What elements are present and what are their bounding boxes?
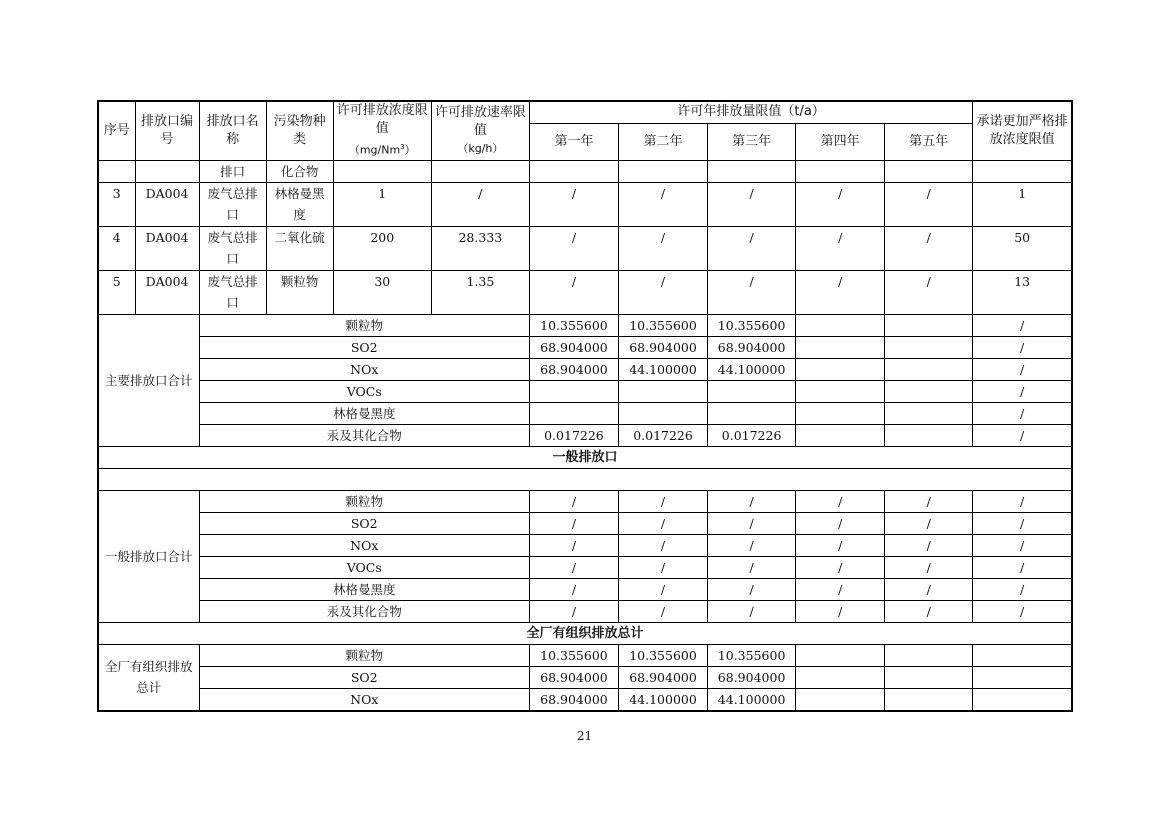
plant-section-title: 全厂有组织排放总计 [98,622,1072,644]
cell-year-1: / [529,182,618,226]
main-total-row [98,314,1072,336]
header-pollutant: 污染物种类 [266,101,333,160]
cell-year-4 [796,314,885,336]
cell-year-3: 68.904000 [708,336,796,358]
cell-stricter-limit: / [973,380,1072,402]
cell-outlet-code: DA004 [135,226,199,270]
cell-year-5: / [885,534,973,556]
cell-year-5 [885,358,973,380]
cell-year-2: / [618,556,707,578]
header-outlet-name: 排放口名称 [199,101,266,160]
cell-stricter-limit: / [973,314,1072,336]
cell-year-1: / [529,578,618,600]
cell-stricter-limit: 50 [973,226,1072,270]
cell-year-3: / [708,490,796,512]
cell-year-5 [885,380,973,402]
cell-year-2: 68.904000 [618,666,707,688]
cell-year-1: / [529,270,618,314]
cell-stricter-limit: / [973,424,1072,446]
general-total-row [98,600,1072,622]
cell-year-1: / [529,534,618,556]
cell-year-1: 68.904000 [529,666,618,688]
cell-conc-limit: 200 [333,226,431,270]
header-conc-limit-label: 许可排放浓度限值 [336,103,428,136]
plant-section [98,622,1072,644]
cell-year-2: 0.017226 [618,424,707,446]
cell-year-1 [529,402,618,424]
plant-total-row [98,688,1072,711]
cell-stricter-limit: / [973,402,1072,424]
cell-pollutant: 林格曼黑度 [199,578,529,600]
cell-empty [618,160,707,182]
header-year-1: 第一年 [529,123,618,160]
cell-year-4: / [796,226,885,270]
cell-year-4 [796,380,885,402]
cell-stricter-limit: / [973,534,1072,556]
cell-year-5: / [885,270,973,314]
cell-year-4 [796,644,885,666]
cell-stricter-limit: / [973,512,1072,534]
cell-outlet-name: 排口 [199,160,266,182]
main-total-row [98,424,1072,446]
cell-empty [708,160,796,182]
cell-year-3: 44.100000 [708,358,796,380]
header-year-4: 第四年 [796,123,885,160]
plant-total-label: 全厂有组织排放总计 [98,644,199,711]
cell-pollutant: SO2 [199,512,529,534]
cell-stricter-limit [973,688,1072,711]
continuation-row [98,160,1072,182]
cell-year-3: / [708,578,796,600]
plant-total-row [98,666,1072,688]
header-row-1 [98,101,1072,123]
general-total-row [98,578,1072,600]
cell-stricter-limit: 13 [973,270,1072,314]
header-year-5: 第五年 [885,123,973,160]
cell-year-2: 10.355600 [618,314,707,336]
cell-outlet-name: 废气总排口 [199,270,266,314]
cell-year-1: / [529,556,618,578]
cell-year-3: / [708,182,796,226]
main-total-row [98,358,1072,380]
cell-rate-limit: 1.35 [431,270,529,314]
general-total-row [98,490,1072,512]
cell-empty [135,160,199,182]
cell-seq: 5 [98,270,135,314]
plant-total-row [98,644,1072,666]
cell-stricter-limit: / [973,490,1072,512]
cell-year-2: / [618,600,707,622]
main-total-row [98,380,1072,402]
cell-year-3: 44.100000 [708,688,796,711]
cell-year-3 [708,380,796,402]
cell-year-4: / [796,182,885,226]
header-stricter-limit: 承诺更加严格排放浓度限值 [973,101,1072,160]
cell-year-3: 10.355600 [708,644,796,666]
cell-pollutant: 二氧化硫 [266,226,333,270]
cell-stricter-limit [973,644,1072,666]
cell-year-5 [885,688,973,711]
cell-pollutant: 汞及其化合物 [199,600,529,622]
general-total-label: 一般排放口合计 [98,490,199,622]
cell-year-4 [796,666,885,688]
cell-seq: 3 [98,182,135,226]
cell-year-4: / [796,600,885,622]
cell-year-4: / [796,534,885,556]
cell-year-5: / [885,226,973,270]
cell-rate-limit: 28.333 [431,226,529,270]
cell-pollutant: NOx [199,688,529,711]
cell-seq: 4 [98,226,135,270]
cell-year-1: 68.904000 [529,358,618,380]
cell-year-3: / [708,512,796,534]
cell-year-2: / [618,490,707,512]
cell-year-4: / [796,270,885,314]
cell-year-2 [618,402,707,424]
header-conc-limit [333,101,431,160]
cell-year-3: 0.017226 [708,424,796,446]
cell-pollutant: 颗粒物 [199,314,529,336]
cell-year-4: / [796,578,885,600]
cell-year-2: / [618,270,707,314]
cell-rate-limit: / [431,182,529,226]
table-row [98,226,1072,270]
cell-year-3 [708,402,796,424]
cell-empty [796,160,885,182]
cell-year-5 [885,424,973,446]
page-number: 21 [576,729,593,743]
cell-stricter-limit [973,666,1072,688]
cell-conc-limit: 30 [333,270,431,314]
emission-limit-table [97,100,1073,712]
cell-year-4 [796,424,885,446]
cell-stricter-limit: 1 [973,182,1072,226]
main-total-row [98,402,1072,424]
cell-empty [98,468,1072,490]
cell-year-4 [796,336,885,358]
table-row [98,270,1072,314]
cell-year-1: / [529,600,618,622]
cell-year-1: 68.904000 [529,688,618,711]
cell-empty [98,160,135,182]
cell-year-5: / [885,600,973,622]
cell-year-3: 10.355600 [708,314,796,336]
header-rate-unit: （kg/h） [457,141,504,155]
general-total-row [98,512,1072,534]
cell-outlet-code: DA004 [135,182,199,226]
cell-pollutant: 林格曼黑度 [266,182,333,226]
header-rate-limit [431,101,529,160]
cell-empty [973,160,1072,182]
cell-pollutant: 颗粒物 [199,644,529,666]
general-section [98,446,1072,468]
cell-empty [431,160,529,182]
cell-year-3: 68.904000 [708,666,796,688]
cell-year-2: / [618,534,707,556]
cell-year-5 [885,666,973,688]
cell-conc-limit: 1 [333,182,431,226]
cell-pollutant: 林格曼黑度 [199,402,529,424]
cell-year-1 [529,380,618,402]
cell-year-1: 10.355600 [529,644,618,666]
cell-stricter-limit: / [973,578,1072,600]
cell-year-4 [796,402,885,424]
header-rate-limit-label: 许可排放速率限值 [434,104,526,138]
header-conc-unit: （mg/Nm$^3$） [348,143,416,157]
header-outlet-code: 排放口编号 [135,101,199,160]
header-seq: 序号 [98,101,135,160]
main-total-label: 主要排放口合计 [98,314,199,446]
cell-year-5: / [885,490,973,512]
cell-year-5: / [885,512,973,534]
general-total-row [98,556,1072,578]
cell-year-3: / [708,600,796,622]
cell-pollutant: SO2 [199,336,529,358]
cell-year-4: / [796,490,885,512]
cell-stricter-limit: / [973,336,1072,358]
cell-pollutant: VOCs [199,380,529,402]
cell-year-2 [618,380,707,402]
cell-pollutant: VOCs [199,556,529,578]
cell-year-1: 0.017226 [529,424,618,446]
cell-year-3: / [708,534,796,556]
cell-pollutant: 颗粒物 [199,490,529,512]
cell-year-4 [796,358,885,380]
cell-empty [333,160,431,182]
cell-outlet-name: 废气总排口 [199,226,266,270]
cell-empty [885,160,973,182]
header-year-3: 第三年 [708,123,796,160]
cell-year-1: 10.355600 [529,314,618,336]
cell-empty [529,160,618,182]
cell-pollutant: 化合物 [266,160,333,182]
main-total-row [98,336,1072,358]
cell-year-3: / [708,556,796,578]
cell-year-2: 10.355600 [618,644,707,666]
cell-year-5 [885,402,973,424]
cell-stricter-limit: / [973,358,1072,380]
cell-year-2: / [618,512,707,534]
cell-outlet-name: 废气总排口 [199,182,266,226]
cell-pollutant: 颗粒物 [266,270,333,314]
cell-stricter-limit: / [973,556,1072,578]
cell-year-2: / [618,578,707,600]
cell-year-5 [885,336,973,358]
cell-year-3: / [708,270,796,314]
cell-year-4 [796,688,885,711]
general-blank-row [98,468,1072,490]
cell-year-5: / [885,556,973,578]
cell-year-2: / [618,226,707,270]
cell-year-2: 44.100000 [618,358,707,380]
cell-pollutant: NOx [199,358,529,380]
cell-year-5: / [885,578,973,600]
cell-pollutant: NOx [199,534,529,556]
cell-year-4: / [796,512,885,534]
header-year-2: 第二年 [618,123,707,160]
cell-year-1: / [529,490,618,512]
cell-year-1: / [529,226,618,270]
general-total-row [98,534,1072,556]
header-annual-limit: 许可年排放量限值（t/a） [529,101,972,123]
cell-year-4: / [796,556,885,578]
cell-outlet-code: DA004 [135,270,199,314]
cell-year-1: / [529,512,618,534]
cell-year-5 [885,644,973,666]
table-row [98,182,1072,226]
cell-year-2: 44.100000 [618,688,707,711]
general-section-title: 一般排放口 [98,446,1072,468]
cell-year-3: / [708,226,796,270]
cell-year-5: / [885,182,973,226]
cell-pollutant: 汞及其化合物 [199,424,529,446]
cell-pollutant: SO2 [199,666,529,688]
cell-year-2: 68.904000 [618,336,707,358]
cell-year-2: / [618,182,707,226]
cell-year-1: 68.904000 [529,336,618,358]
cell-year-5 [885,314,973,336]
cell-stricter-limit: / [973,600,1072,622]
